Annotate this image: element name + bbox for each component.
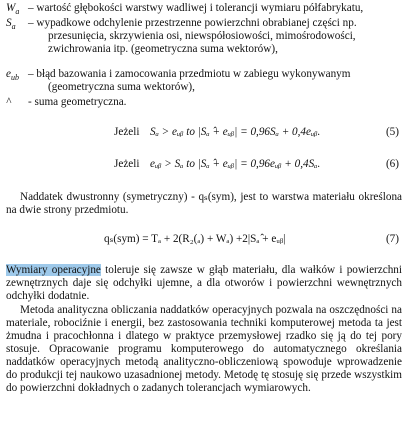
symbol-eub: $e_{ub}$ [6, 68, 19, 83]
paragraph-metoda [6, 304, 402, 395]
definition-wa-text: – wartość głębokości warstwy wadliwej i tolerancji wymiaru półfabrykatu, [28, 2, 364, 14]
definition-hat-text: - suma geometryczna. [28, 96, 127, 108]
definition-sa-continuation: przesunięcia, skrzywienia osi, niewspółosiowości, mimośrodowości, zwichrowania itp. (geometryczna suma wektorów), [48, 30, 356, 55]
definition-eub [6, 68, 402, 94]
highlighted-selection[interactable]: Wymiary operacyjne [6, 264, 101, 276]
equation-7-number: (7) [385, 233, 399, 245]
equation-6-formula: eᵤᵦ > Sₐ to |Sₐ ̂+ eᵤᵦ| = 0,96eᵤᵦ + 0,4Sₐ. [150, 158, 321, 170]
equation-5-label: Jeżeli [114, 126, 140, 138]
symbol-hat: ^ [6, 96, 11, 108]
symbol-wa: $W_a$ [6, 2, 20, 17]
definition-sa-text: – wypadkowe odchylenie przestrzenne powierzchni obrabianej części np. [28, 17, 357, 29]
definition-eub-continuation: (geometryczna suma wektorów), [48, 81, 195, 93]
symbol-sa: $S_a$ [6, 17, 16, 32]
equation-6 [0, 158, 407, 174]
equation-5 [0, 126, 407, 142]
equation-5-formula: Sₐ > eᵤᵦ to |Sₐ ̂+ eᵤᵦ| = 0,96Sₐ + 0,4eᵤᵦ. [150, 126, 321, 138]
paragraph-metoda-text: Metoda analityczna obliczania naddatków operacyjnych pozwala na oszczędności na materiale, robociźnie i energii, bez zastosowania techniki komputerowej metoda ta jest żmudna i pracochłonna i dlatego w praktyce przemysłowej rzadko się ją do tej pory stosuje. Opracowanie programu komputerowego do automatycznego określania naddatków operacyjnych metodą analityczno-obliczeniową spowoduje wprowadzenie do produkcji tej naukowo uzasadnionej metody. Metodę tę stosuję się przede wszystkim do powierzchni dokładnych o zadanych tolerancjach wymiarowych. [6, 304, 402, 394]
equation-7 [0, 233, 407, 249]
paragraph-naddatek-text: Naddatek dwustronny (symetryczny) - qₛ(sym), jest to warstwa materiału określona na dwie strony przedmiotu. [6, 191, 402, 216]
definition-geometric-sum [6, 96, 402, 109]
paragraph-wymiary [6, 264, 402, 303]
equation-6-number: (6) [385, 158, 399, 170]
definition-sa [6, 17, 402, 56]
equation-5-number: (5) [385, 126, 399, 138]
equation-7-formula: qₛ(sym) = Tₐ + 2(R₂(ₐ) + Wₐ) +2|Sₐ ̂+ eᵤᵦ| [104, 233, 286, 245]
definition-eub-text: – błąd bazowania i zamocowania przedmiotu w zabiegu wykonywanym [28, 68, 351, 80]
paragraph-wymiary-text: toleruje się zawsze w głąb materiału, dla wałków i powierzchni zewnętrznych daje się odchyłki ujemne, a dla otworów i powierzchni wewnętrznych odchyłki dodatnie. [6, 264, 402, 302]
definition-wa [6, 2, 402, 15]
equation-6-label: Jeżeli [114, 158, 140, 170]
paragraph-naddatek [6, 191, 402, 217]
